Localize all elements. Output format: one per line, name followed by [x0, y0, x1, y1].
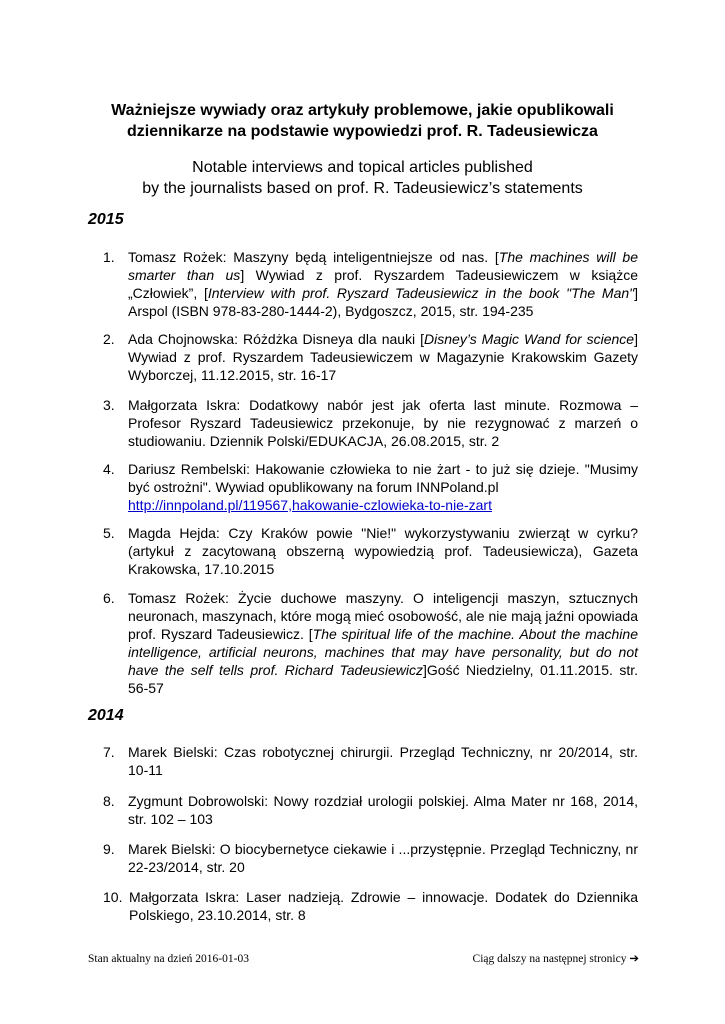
item-number: 9.	[103, 841, 115, 857]
item-text: Małgorzata Iskra: Laser nadzieją. Zdrowie – innowacje. Dodatek do Dziennika Polskiego, 23.10.2014, str. 8	[129, 889, 638, 923]
item-number: 1.	[103, 249, 115, 265]
item-text: Tomasz Rożek: Maszyny będą inteligentniejsze od nas. [The machines will be smarter than us] Wywiad z prof. Ryszardem Tadeusiewiczem w książce „Człowiek”, [Interview with prof. Ryszard Tadeusiewicz in the book "The Man"] Arspol (ISBN 978-83-280-1444-2), Bydgoszcz, 2015, str. 194-235	[128, 249, 639, 319]
list-item	[103, 460, 638, 514]
item-text: Marek Bielski: O biocybernetyce ciekawie i ...przystępnie. Przegląd Techniczny, nr 22-23/2014, str. 20	[128, 841, 638, 875]
footer-continued: Ciąg dalszy na następnej stronicy ➔	[472, 953, 639, 965]
item-number: 7.	[103, 744, 115, 760]
item-text: Zygmunt Dobrowolski: Nowy rozdział urologii polskiej. Alma Mater nr 168, 2014, str. 102 – 103	[128, 793, 638, 827]
title-en-line-1: Notable interviews and topical articles published	[192, 159, 533, 176]
item-number: 6.	[103, 590, 115, 606]
item-number: 10.	[103, 889, 123, 905]
item-number: 2.	[103, 331, 115, 347]
title-pl-line-2: dziennikarze na podstawie wypowiedzi prof. R. Tadeusiewicza	[127, 123, 598, 140]
list-item	[103, 524, 638, 578]
list-item	[103, 248, 638, 320]
list-item	[103, 589, 638, 697]
year-heading-2015: 2015	[88, 211, 124, 228]
list-item	[103, 840, 638, 876]
item-number: 4.	[103, 461, 115, 477]
page-title-english	[60, 157, 665, 199]
arrow-right-icon: ➔	[629, 953, 639, 965]
footer-status: Stan aktualny na dzień 2016-01-03	[88, 953, 249, 965]
item-text: Dariusz Rembelski: Hakowanie człowieka to nie żart - to już się dzieje. "Musimy być ostrożni". Wywiad opublikowany na forum INNPoland.pl http://innpoland.pl/119567,hakowanie-czlowieka-to-nie-zart	[128, 461, 638, 513]
item-text: Magda Hejda: Czy Kraków powie "Nie!" wykorzystywaniu zwierząt w cyrku? (artykuł z zacytowaną obszerną wypowiedzią prof. Tadeusiewicza), Gazeta Krakowska, 17.10.2015	[128, 525, 638, 577]
item-text: Marek Bielski: Czas robotycznej chirurgii. Przegląd Techniczny, nr 20/2014, str. 10-11	[128, 744, 638, 778]
list-item	[103, 330, 638, 384]
item-text: Małgorzata Iskra: Dodatkowy nabór jest jak oferta last minute. Rozmowa – Profesor Ryszard Tadeusiewicz przekonuje, by nie rezygnować z marzeń o studiowaniu. Dziennik Polski/EDUKACJA, 26.08.2015, str. 2	[128, 397, 638, 449]
list-item	[103, 792, 638, 828]
item-number: 8.	[103, 793, 115, 809]
item-text: Tomasz Rożek: Życie duchowe maszyny. O inteligencji maszyn, sztucznych neuronach, maszynach, które mogą mieć osobowość, ale nie mają jaźni opowiada prof. Ryszard Tadeusiewicz. [The spiritual life of the machine. About the machine intelligence, artificial neurons, machines that may have personality, but do not have the self tells prof. Richard Tadeusiewicz]Gość Niedzielny, 01.11.2015. str. 56-57	[128, 590, 638, 696]
article-link[interactable]: http://innpoland.pl/119567,hakowanie-czlowieka-to-nie-zart	[128, 497, 492, 513]
year-heading-2014: 2014	[88, 707, 124, 724]
item-text: Ada Chojnowska: Różdżka Disneya dla nauki [Disney’s Magic Wand for science] Wywiad z prof. Ryszardem Tadeusiewiczem w Magazynie Krakowskim Gazety Wyborczej, 11.12.2015, str. 16-17	[128, 331, 638, 383]
list-item	[103, 888, 638, 924]
title-pl-line-1: Ważniejsze wywiady oraz artykuły problemowe, jakie opublikowali	[111, 102, 614, 119]
item-number: 3.	[103, 397, 115, 413]
title-en-line-2: by the journalists based on prof. R. Tadeusiewicz’s statements	[142, 180, 583, 197]
item-number: 5.	[103, 525, 115, 541]
list-item	[103, 396, 638, 450]
page-title-polish	[60, 100, 665, 142]
list-item	[103, 743, 638, 779]
